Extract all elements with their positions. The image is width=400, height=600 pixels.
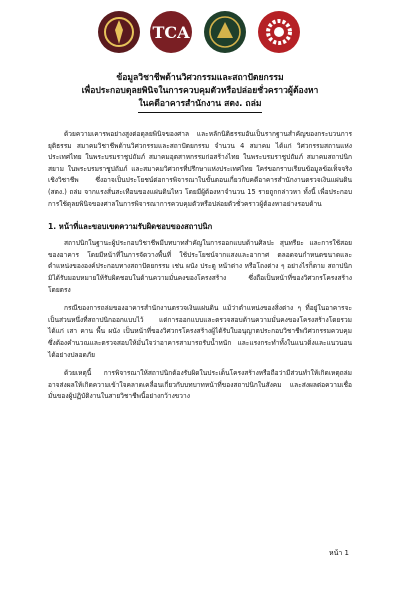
title-line: เพื่อประกอบดุลยพินิจในการควบคุมตัวหรือปล่อยชั่วคราวผู้ต้องหา [81, 86, 319, 96]
section-paragraph: กรณีของการถล่มของอาคารสำนักงานตรวจเงินแผ่นดิน แม้ว่าตำแหน่งของสิ่งต่าง ๆ ที่อยู่ในอาคารจะเป็นส่วนหนึ่งที่สถาปนิกออกแบบไว้ แต่การออกแบบและตรวจสอบด้านความมั่นคงของโครงสร้างโดยรวม ได้แก่ เสา คาน พื้น ผนัง เป็นหน้าที่ของวิศวกรโครงสร้างผู้ได้รับใบอนุญาตประกอบวิชาชีพวิศวกรรมควบคุม ซึ่งต้องคำนวณและตรวจสอบให้มั่นใจว่าอาคารสามารถรับน้ำหนัก และแรงกระทำทั้งในแนวดิ่งและแนวนอนได้อย่างปลอดภัย [48, 304, 352, 359]
gear-engineering-logo [257, 10, 301, 54]
tca-logo [149, 10, 193, 54]
document-title [0, 72, 400, 111]
title-line: ในคดีอาคารสำนักงาน สตง. ถล่ม [138, 99, 262, 109]
logo-row [0, 10, 400, 58]
section-paragraph: สถาปนิกในฐานะผู้ประกอบวิชาชีพมีบทบาทสำคัญในการออกแบบด้านศิลปะ สุนทรียะ และการใช้สอยของอาคาร โดยมีหน้าที่ในการจัดวางพื้นที่ ใช้ประโยชน์จากแสงและอากาศ ตลอดจนกำหนดขนาดและตำแหน่งขององค์ประกอบทางสถาปัตยกรรม เช่น ผนัง ประตู หน้าต่าง หรือโถงต่าง ๆ อย่างไรก็ตาม สถาปนิกมิได้รับมอบหมายให้รับผิดชอบในด้านความมั่นคงของโครงสร้าง ซึ่งถือเป็นหน้าที่ของวิศวกรโครงสร้างโดยตรง [48, 239, 352, 294]
page-number: หน้า 1 [329, 549, 350, 557]
engineering-faculty-logo [97, 10, 141, 54]
svg-text:TCA: TCA [152, 23, 190, 42]
title-line: ข้อมูลวิชาชีพด้านวิศวกรรมและสถาปัตยกรรม [116, 73, 284, 83]
section-paragraph: ด้วยเหตุนี้ การพิจารณาให้สถาปนิกต้องรับผิดในประเด็นโครงสร้างหรือถือว่ามีส่วนทำให้เกิดเหตุถล่ม อาจส่งผลให้เกิดความเข้าใจคลาดเคลื่อนเกี่ยวกับบทบาทหน้าที่ของสถาปนิกในสังคม และส่งผลต่อความเชื่อมั่นของผู้ปฏิบัติงานในสายวิชาชีพนี้อย่างกว้างขวาง [48, 369, 352, 401]
section-heading: 1. หน้าที่และขอบเขตความรับผิดชอบของสถาปนิก [48, 222, 213, 232]
title-divider [138, 112, 262, 113]
green-association-logo [203, 10, 247, 54]
intro-paragraph: ด้วยความเคารพอย่างสูงต่อดุลยพินิจของศาล และหลักนิติธรรมอันเป็นรากฐานสำคัญของกระบวนการยุติธรรม สมาคมวิชาชีพด้านวิศวกรรมและสถาปัตยกรรม จำนวน 4 สมาคม ได้แก่ วิศวกรรมสถานแห่งประเทศไทย ในพระบรมราชูปถัมภ์ สมาคมอุตสาหกรรมก่อสร้างไทย ในพระบรมราชูปถัมภ์ สมาคมสถาปนิกสยาม ในพระบรมราชูปถัมภ์ และสมาคมวิศวกรที่ปรึกษาแห่งประเทศไทย ใคร่ขอกราบเรียนข้อมูลข้อเท็จจริงเชิงวิชาชีพ ซึ่งอาจเป็นประโยชน์ต่อการพิจารณาในขั้นตอนเกี่ยวกับคดีอาคารสำนักงานตรวจเงินแผ่นดิน (สตง.) ถล่ม จากแรงสั่นสะเทือนของแผ่นดินไหว โดยมีผู้ต้องหาจำนวน 15 รายถูกกล่าวหา ทั้งนี้ เพื่อประกอบการใช้ดุลยพินิจของศาลในการพิจารณาการควบคุมตัวหรือปล่อยตัวชั่วคราวผู้ต้องหาอย่างรอบด้าน [48, 130, 352, 208]
document-body [48, 129, 352, 410]
